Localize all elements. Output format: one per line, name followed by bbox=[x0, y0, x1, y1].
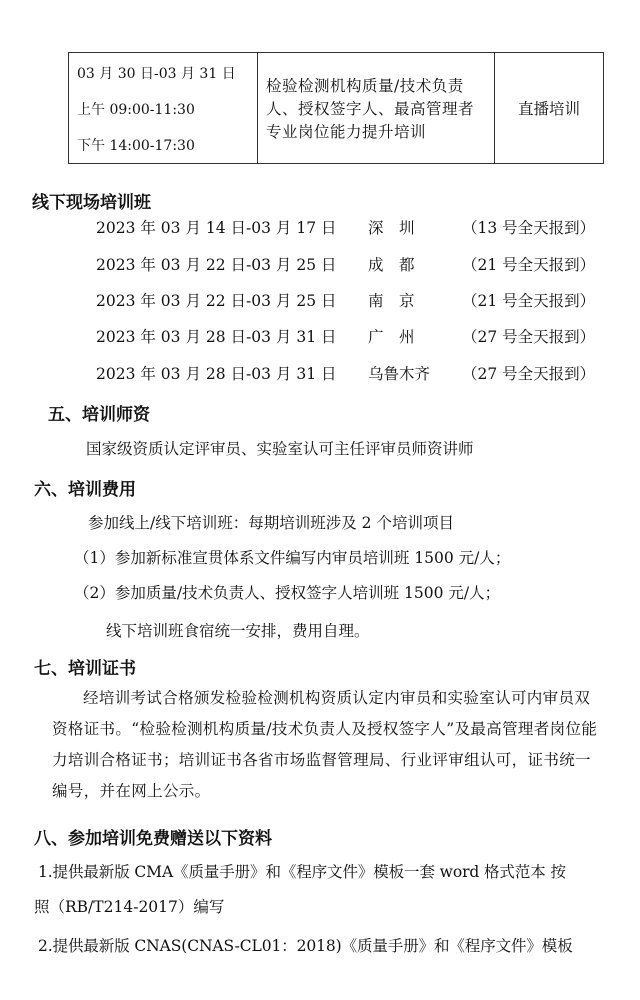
session-note: （21 号全天报到） bbox=[462, 292, 596, 310]
training-mode: 直播培训 bbox=[517, 100, 580, 118]
session-city: 成 都 bbox=[368, 256, 415, 274]
session-date: 2023 年 03 月 14 日-03 月 17 日 bbox=[96, 219, 337, 237]
session-note: （13 号全天报到） bbox=[462, 219, 596, 237]
session-note: （27 号全天报到） bbox=[462, 365, 596, 383]
session-date: 2023 年 03 月 22 日-03 月 25 日 bbox=[96, 256, 337, 274]
session-city: 深 圳 bbox=[368, 219, 415, 237]
session-date: 2023 年 03 月 28 日-03 月 31 日 bbox=[96, 328, 337, 346]
session-city: 南 京 bbox=[368, 292, 415, 310]
section6-item2: （2）参加质量/技术负责人、授权签字人培训班 1500 元/人； bbox=[74, 584, 501, 602]
session-note: （27 号全天报到） bbox=[462, 328, 596, 346]
section5-heading: 五、培训师资 bbox=[48, 405, 150, 425]
list-item bbox=[0, 325, 640, 351]
schedule-table bbox=[68, 52, 604, 164]
section6-item1: （1）参加新标准宣贯体系文件编写内审员培训班 1500 元/人； bbox=[74, 549, 511, 567]
section5-text: 国家级资质认定评审员、实验室认可主任评审员师资讲师 bbox=[86, 440, 474, 458]
section6-note: 线下培训班食宿统一安排，费用自理。 bbox=[106, 622, 370, 640]
session-city: 乌鲁木齐 bbox=[368, 365, 431, 383]
section8-item1-line2: 照（RB/T214-2017）编写 bbox=[34, 898, 225, 916]
course-cell bbox=[258, 53, 495, 164]
section6-heading: 六、培训费用 bbox=[34, 480, 136, 500]
time-morning: 上午 09:00-11:30 bbox=[77, 102, 195, 118]
mode-cell bbox=[495, 53, 604, 164]
list-item bbox=[0, 253, 640, 279]
list-item bbox=[0, 289, 640, 315]
course-name: 检验检测机构质量/技术负责人、授权签字人、最高管理者专业岗位能力提升培训 bbox=[266, 76, 475, 141]
section8-item1-line1: 1.提供最新版 CMA《质量手册》和《程序文件》模板一套 word 格式范本 按 bbox=[38, 863, 566, 881]
list-item bbox=[0, 362, 640, 388]
table-row bbox=[69, 53, 604, 164]
section6-intro: 参加线上/线下培训班：每期培训班涉及 2 个培训项目 bbox=[88, 514, 454, 532]
section7-text: 经培训考试合格颁发检验检测机构资质认定内审员和实验室认可内审员双资格证书。“检验检测机构质量/技术负责人及授权签字人”及最高管理者岗位能力培训合格证书；培训证书各省市场监督管理局、行业评审组认可，证书统一编号，并在网上公示。 bbox=[52, 689, 598, 800]
list-item bbox=[0, 216, 640, 242]
session-date: 2023 年 03 月 22 日-03 月 25 日 bbox=[96, 292, 337, 310]
session-city: 广 州 bbox=[368, 328, 415, 346]
session-note: （21 号全天报到） bbox=[462, 256, 596, 274]
section8-item2-line1: 2.提供最新版 CNAS(CNAS-CL01：2018)《质量手册》和《程序文件》模板 bbox=[38, 937, 573, 955]
time-date-range: 03 月 30 日-03 月 31 日 bbox=[77, 66, 236, 82]
section7-heading: 七、培训证书 bbox=[34, 659, 136, 679]
offline-heading: 线下现场培训班 bbox=[32, 193, 151, 213]
time-cell bbox=[69, 53, 258, 164]
time-afternoon: 下午 14:00-17:30 bbox=[77, 138, 195, 154]
section8-heading: 八、参加培训免费赠送以下资料 bbox=[34, 829, 272, 849]
session-date: 2023 年 03 月 28 日-03 月 31 日 bbox=[96, 365, 337, 383]
